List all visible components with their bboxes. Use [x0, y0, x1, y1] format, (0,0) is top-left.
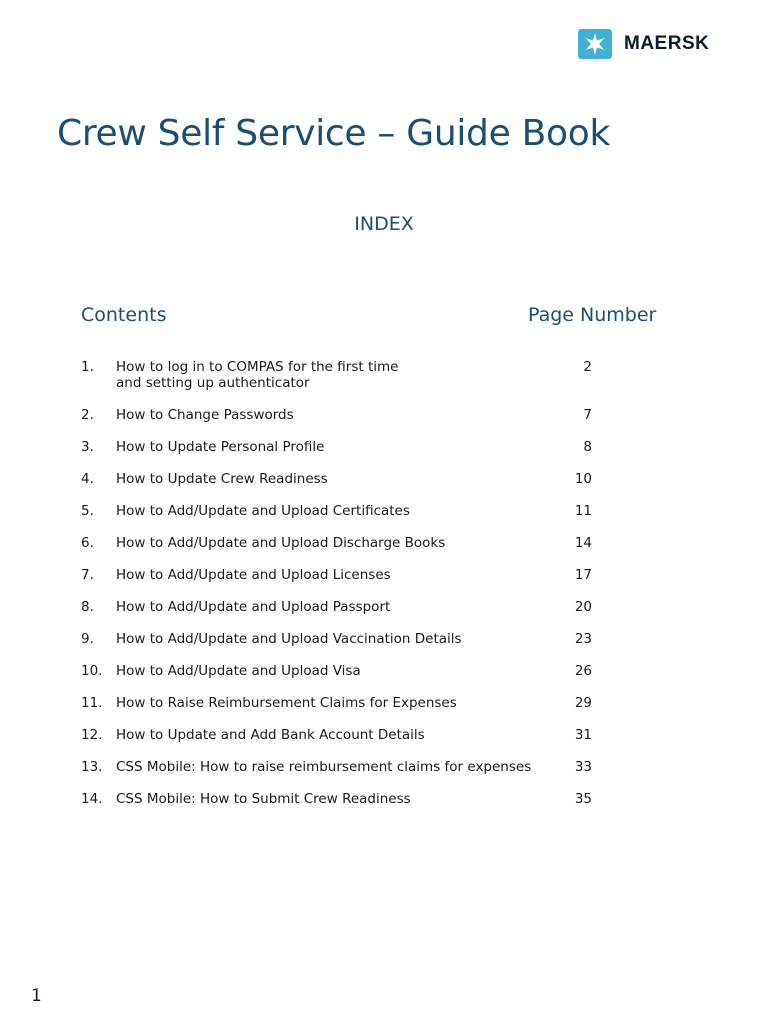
toc-number: 1. — [81, 359, 94, 375]
toc-page-number: 2 — [583, 359, 592, 375]
toc-row — [81, 407, 641, 423]
toc-page-number: 14 — [574, 535, 592, 551]
toc-number: 5. — [81, 503, 94, 519]
toc-label: CSS Mobile: How to Submit Crew Readiness — [116, 791, 411, 807]
footer-page-number: 1 — [31, 986, 42, 1006]
toc-label: How to Add/Update and Upload Discharge Books — [116, 535, 446, 551]
toc-row — [81, 599, 641, 615]
toc-label: How to Update Crew Readiness — [116, 471, 328, 487]
star-icon — [578, 29, 612, 59]
table-of-contents — [81, 359, 641, 823]
toc-number: 6. — [81, 535, 94, 551]
toc-number: 13. — [81, 759, 103, 775]
toc-page-number: 7 — [583, 407, 592, 423]
toc-number: 8. — [81, 599, 94, 615]
toc-label: How to Add/Update and Upload Vaccination Details — [116, 631, 462, 647]
index-heading: INDEX — [354, 213, 414, 235]
page-number-column-header: Page Number — [528, 304, 657, 326]
toc-number: 14. — [81, 791, 103, 807]
toc-label: How to Add/Update and Upload Passport — [116, 599, 391, 615]
toc-page-number: 20 — [574, 599, 592, 615]
toc-label: How to Update Personal Profile — [116, 439, 325, 455]
toc-row — [81, 695, 641, 711]
toc-page-number: 35 — [574, 791, 592, 807]
document-title: Crew Self Service – Guide Book — [57, 113, 610, 154]
toc-number: 7. — [81, 567, 94, 583]
toc-number: 11. — [81, 695, 103, 711]
toc-number: 4. — [81, 471, 94, 487]
toc-number: 9. — [81, 631, 94, 647]
toc-page-number: 31 — [574, 727, 592, 743]
toc-page-number: 23 — [574, 631, 592, 647]
toc-row — [81, 535, 641, 551]
toc-label: How to log in to COMPAS for the first time and setting up authenticator — [116, 359, 399, 391]
brand-wordmark: MAERSK — [624, 33, 710, 54]
toc-row — [81, 359, 641, 391]
contents-column-header: Contents — [81, 304, 167, 326]
toc-row — [81, 439, 641, 455]
toc-label: How to Change Passwords — [116, 407, 294, 423]
toc-row — [81, 663, 641, 679]
toc-page-number: 17 — [574, 567, 592, 583]
toc-row — [81, 727, 641, 743]
toc-number: 3. — [81, 439, 94, 455]
toc-page-number: 10 — [574, 471, 592, 487]
toc-row — [81, 791, 641, 807]
toc-number: 10. — [81, 663, 103, 679]
toc-label: How to Update and Add Bank Account Details — [116, 727, 425, 743]
toc-page-number: 33 — [574, 759, 592, 775]
toc-label: CSS Mobile: How to raise reimbursement claims for expenses — [116, 759, 532, 775]
toc-page-number: 29 — [574, 695, 592, 711]
toc-number: 2. — [81, 407, 94, 423]
toc-row — [81, 759, 641, 775]
toc-label: How to Add/Update and Upload Licenses — [116, 567, 391, 583]
toc-row — [81, 567, 641, 583]
maersk-logo — [578, 29, 709, 59]
toc-page-number: 11 — [574, 503, 592, 519]
toc-row — [81, 471, 641, 487]
toc-page-number: 26 — [574, 663, 592, 679]
toc-label: How to Add/Update and Upload Certificates — [116, 503, 410, 519]
toc-row — [81, 503, 641, 519]
toc-page-number: 8 — [583, 439, 592, 455]
toc-row — [81, 631, 641, 647]
toc-label: How to Add/Update and Upload Visa — [116, 663, 361, 679]
toc-label: How to Raise Reimbursement Claims for Expenses — [116, 695, 457, 711]
toc-number: 12. — [81, 727, 103, 743]
